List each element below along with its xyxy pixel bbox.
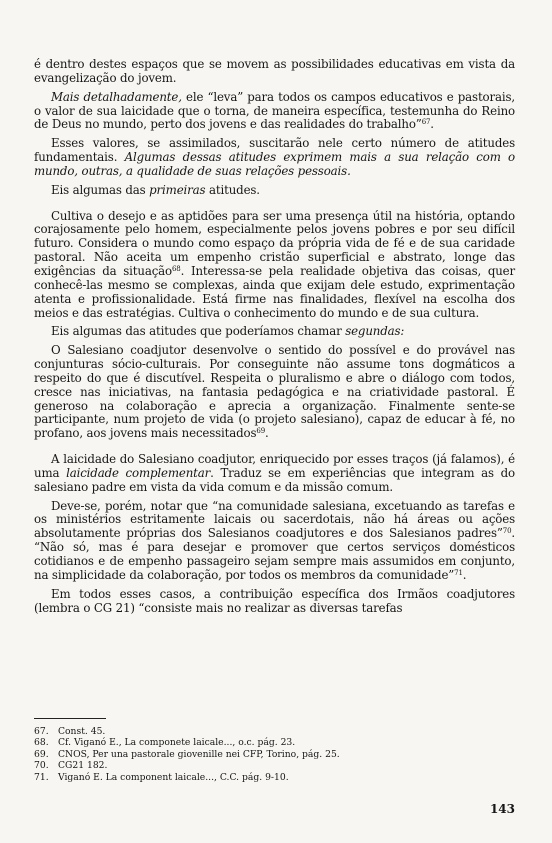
emphasis: laicidade complementar: [66, 465, 211, 480]
page-number: 143: [489, 802, 515, 816]
footnote-ref: 69: [256, 427, 266, 436]
footnote-ref: 70: [502, 527, 512, 536]
footnote-ref: 67: [421, 118, 431, 127]
paragraph: Cultiva o desejo e as aptidões para ser uma presença útil na história, optando corajosamente pelo homem, especialmente pelos jovens pobres e por seu difícil futuro. Considera o mundo como espaço da própria vida de fé e de sua caridade pastoral. Não aceita um empenho cristão superficial e abstrato, longe das exigências da situação$^{68}$. Interessa-se pela realidade objetiva das coisas, quer conhecê-las mesmo se complexas, ainda que exijam dele estudo, exprimentação atenta e profissionalidade. Está firme nas finalidades, flexível na escolha dos meios e das estratégias. Cultiva o conhecimento do mundo e de sua cultura.: [34, 208, 515, 320]
main-text: [34, 58, 515, 620]
emphasis: primeiras: [149, 182, 206, 197]
paragraph: Em todos esses casos, a contribuição específica dos Irmãos coadjutores (lembra o CG 21) “consiste mais no realizar as diversas tarefas: [34, 586, 515, 615]
paragraph: Mais detalhadamente, ele “leva” para todos os campos educativos e pastorais, o valor de sua laicidade que o torna, de maneira específica, testemunha do Reino de Deus no mundo, perto dos jovens e das realidades do trabalho”$^{67}$.: [34, 89, 515, 132]
emphasis: Algumas dessas atitudes exprimem mais a sua relação com o mundo, outras, a qualidade de suas relações pessoais.: [34, 150, 515, 178]
footnote: 70. CG21 182.: [34, 760, 108, 772]
paragraph: Eis algumas das atitudes que poderíamos chamar segundas:: [51, 324, 405, 339]
emphasis: segundas:: [345, 324, 405, 339]
footnote: 69. CNOS, Per una pastorale giovenille nei CFP, Torino, pág. 25.: [34, 748, 340, 760]
footnote-ref: 71: [454, 568, 463, 577]
paragraph: A laicidade do Salesiano coadjutor, enriquecido por esses traços (já falamos), é uma laicidade complementar. Traduz se em experiências que integram as do salesiano padre em vista da vida comum e da missão comum.: [34, 452, 515, 494]
footnotes: [34, 726, 515, 783]
footnote: 68. Cf. Viganó E., La componete laicale..., o.c. pág. 23.: [34, 737, 296, 749]
emphasis: Mais detalhadamente,: [51, 89, 182, 104]
footnote-ref: 68: [172, 264, 181, 273]
paragraph: Eis algumas das primeiras atitudes.: [51, 182, 260, 197]
paragraph-continuation: é dentro destes espaços que se movem as possibilidades educativas em vista da evangelização do jovem.: [34, 57, 515, 85]
footnote: 67. Const. 45.: [34, 726, 106, 737]
paragraph: O Salesiano coadjutor desenvolve o sentido do possível e do provável nas conjunturas sócio-culturais. Por conseguinte não assume tons dogmáticos a respeito do que é discutível. Respeita o pluralismo e abre o diálogo com todos, cresce nas iniciativas, na fantasia pedagógica e na criatividade pastoral. É generoso na colaboração e aprecia a organização. Finalmente sente-se participante, num projeto de vida (o projeto salesiano), capaz de educar à fé, no profano, aos jovens mais necessitados$^{69}$.: [34, 343, 515, 441]
footnote: 71. Viganó E. La component laicale..., C.C. pág. 9-10.: [34, 771, 289, 783]
paragraph: Esses valores, se assimilados, suscitarão nele certo número de atitudes fundamentais. Algumas dessas atitudes exprimem mais a sua relação com o mundo, outras, a qualidade de suas relações pessoais.: [34, 136, 515, 178]
paragraph: Deve-se, porém, notar que “na comunidade salesiana, excetuando as tarefas e os ministérios estritamente laicais ou sacerdotais, não há áreas ou ações absolutamente próprias dos Salesianos coadjutores e dos Salesianos padres”$^{70}$. “Não só, mas é para desejar e promover que certos serviços domésticos cotidianos e de empenho passageiro sejam sempre mais assumidos em conjunto, na simplicidade da colaboração, por todos os membros da comunidade”$^{71}$.: [34, 498, 515, 582]
footnote-divider: [34, 718, 106, 719]
